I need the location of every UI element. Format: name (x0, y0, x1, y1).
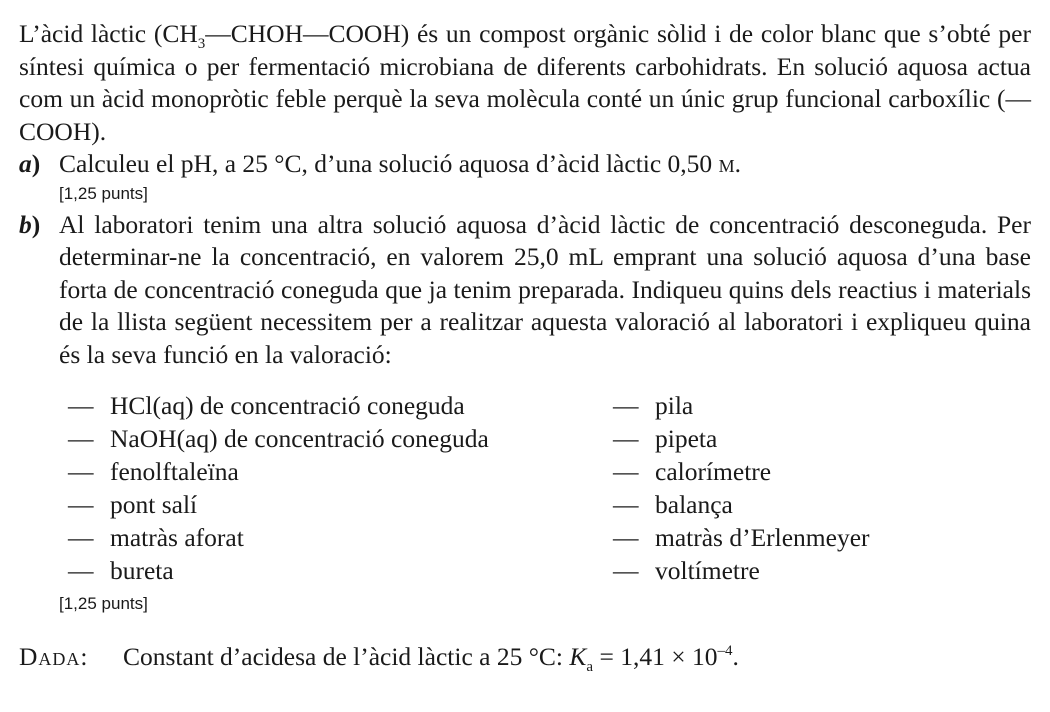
given-data-text: Constant d’acidesa de l’àcid làctic a 25 °C: (123, 642, 570, 671)
question-b-label: b) (19, 209, 41, 239)
formula-subscript: 3 (197, 36, 206, 52)
exponent: –4 (717, 643, 733, 659)
list-item: — fenolftaleïna (68, 457, 239, 486)
materials-list (68, 389, 1031, 587)
acidity-constant: $K_a$ (569, 642, 594, 675)
list-item: — pila (613, 391, 694, 420)
list-item: — bureta (68, 556, 174, 585)
list-item: — balança (613, 490, 733, 519)
list-item: — NaOH(aq) de concentració coneguda (68, 424, 489, 453)
question-a-text: Calculeu el pH, a 25 °C, d’una solució aquosa d’àcid làctic 0,50 (59, 149, 719, 178)
list-item: — matràs aforat (68, 523, 244, 552)
question-b-text: Al laboratori tenim una altra solució aquosa d’àcid làctic de concentració desconeguda. Per determinar-ne la concentració, en valorem 25,0 mL emprant una solució aquosa d’una base forta de concentració coneguda que ja tenim preparada. Indiqueu quins dels reactius i materials de la llista següent necessitem per a realitzar aquesta valoració al laboratori i expliqueu quina és la seva funció en la valoració: (59, 209, 1031, 369)
list-item: — calorímetre (613, 457, 772, 486)
list-item: — pipeta (613, 424, 718, 453)
question-b (19, 209, 1031, 372)
materials-list-right (613, 389, 1013, 587)
question-a-points: [1,25 punts] (59, 183, 148, 203)
question-b-points: [1,25 punts] (59, 594, 148, 613)
intro-paragraph (19, 18, 1031, 148)
question-a-label: a) (19, 149, 41, 178)
materials-list-left (68, 389, 613, 587)
molar-unit: m (718, 149, 735, 178)
question-a: a) Calculeu el pH, a 25 °C, d’una solució aquosa d’àcid làctic 0,50 m. (19, 148, 1031, 181)
list-item: — matràs d’Erlenmeyer (613, 523, 870, 552)
list-item: — HCl(aq) de concentració coneguda (68, 391, 465, 420)
intro-text-2: —CHOH—COOH) és un compost orgànic sòlid i de color blanc que s’obté per síntesi química o per fermentació microbiana de diferents carbohidrats. En solució aquosa actua com un àcid monopròtic feble perquè la seva molècula conté un únic grup funcional carboxílic (—COOH). (19, 19, 1031, 146)
given-data-label: Dada: (19, 642, 89, 671)
given-data: Dada: Constant d’acidesa de l’àcid làctic a 25 °C: $K_a = 1,41 \times 10^{-4}$. (19, 642, 739, 675)
list-item: — pont salí (68, 490, 198, 519)
list-item: — voltímetre (613, 556, 760, 585)
intro-text-1: L’àcid làctic (CH (19, 19, 198, 48)
exam-question (19, 18, 1031, 673)
